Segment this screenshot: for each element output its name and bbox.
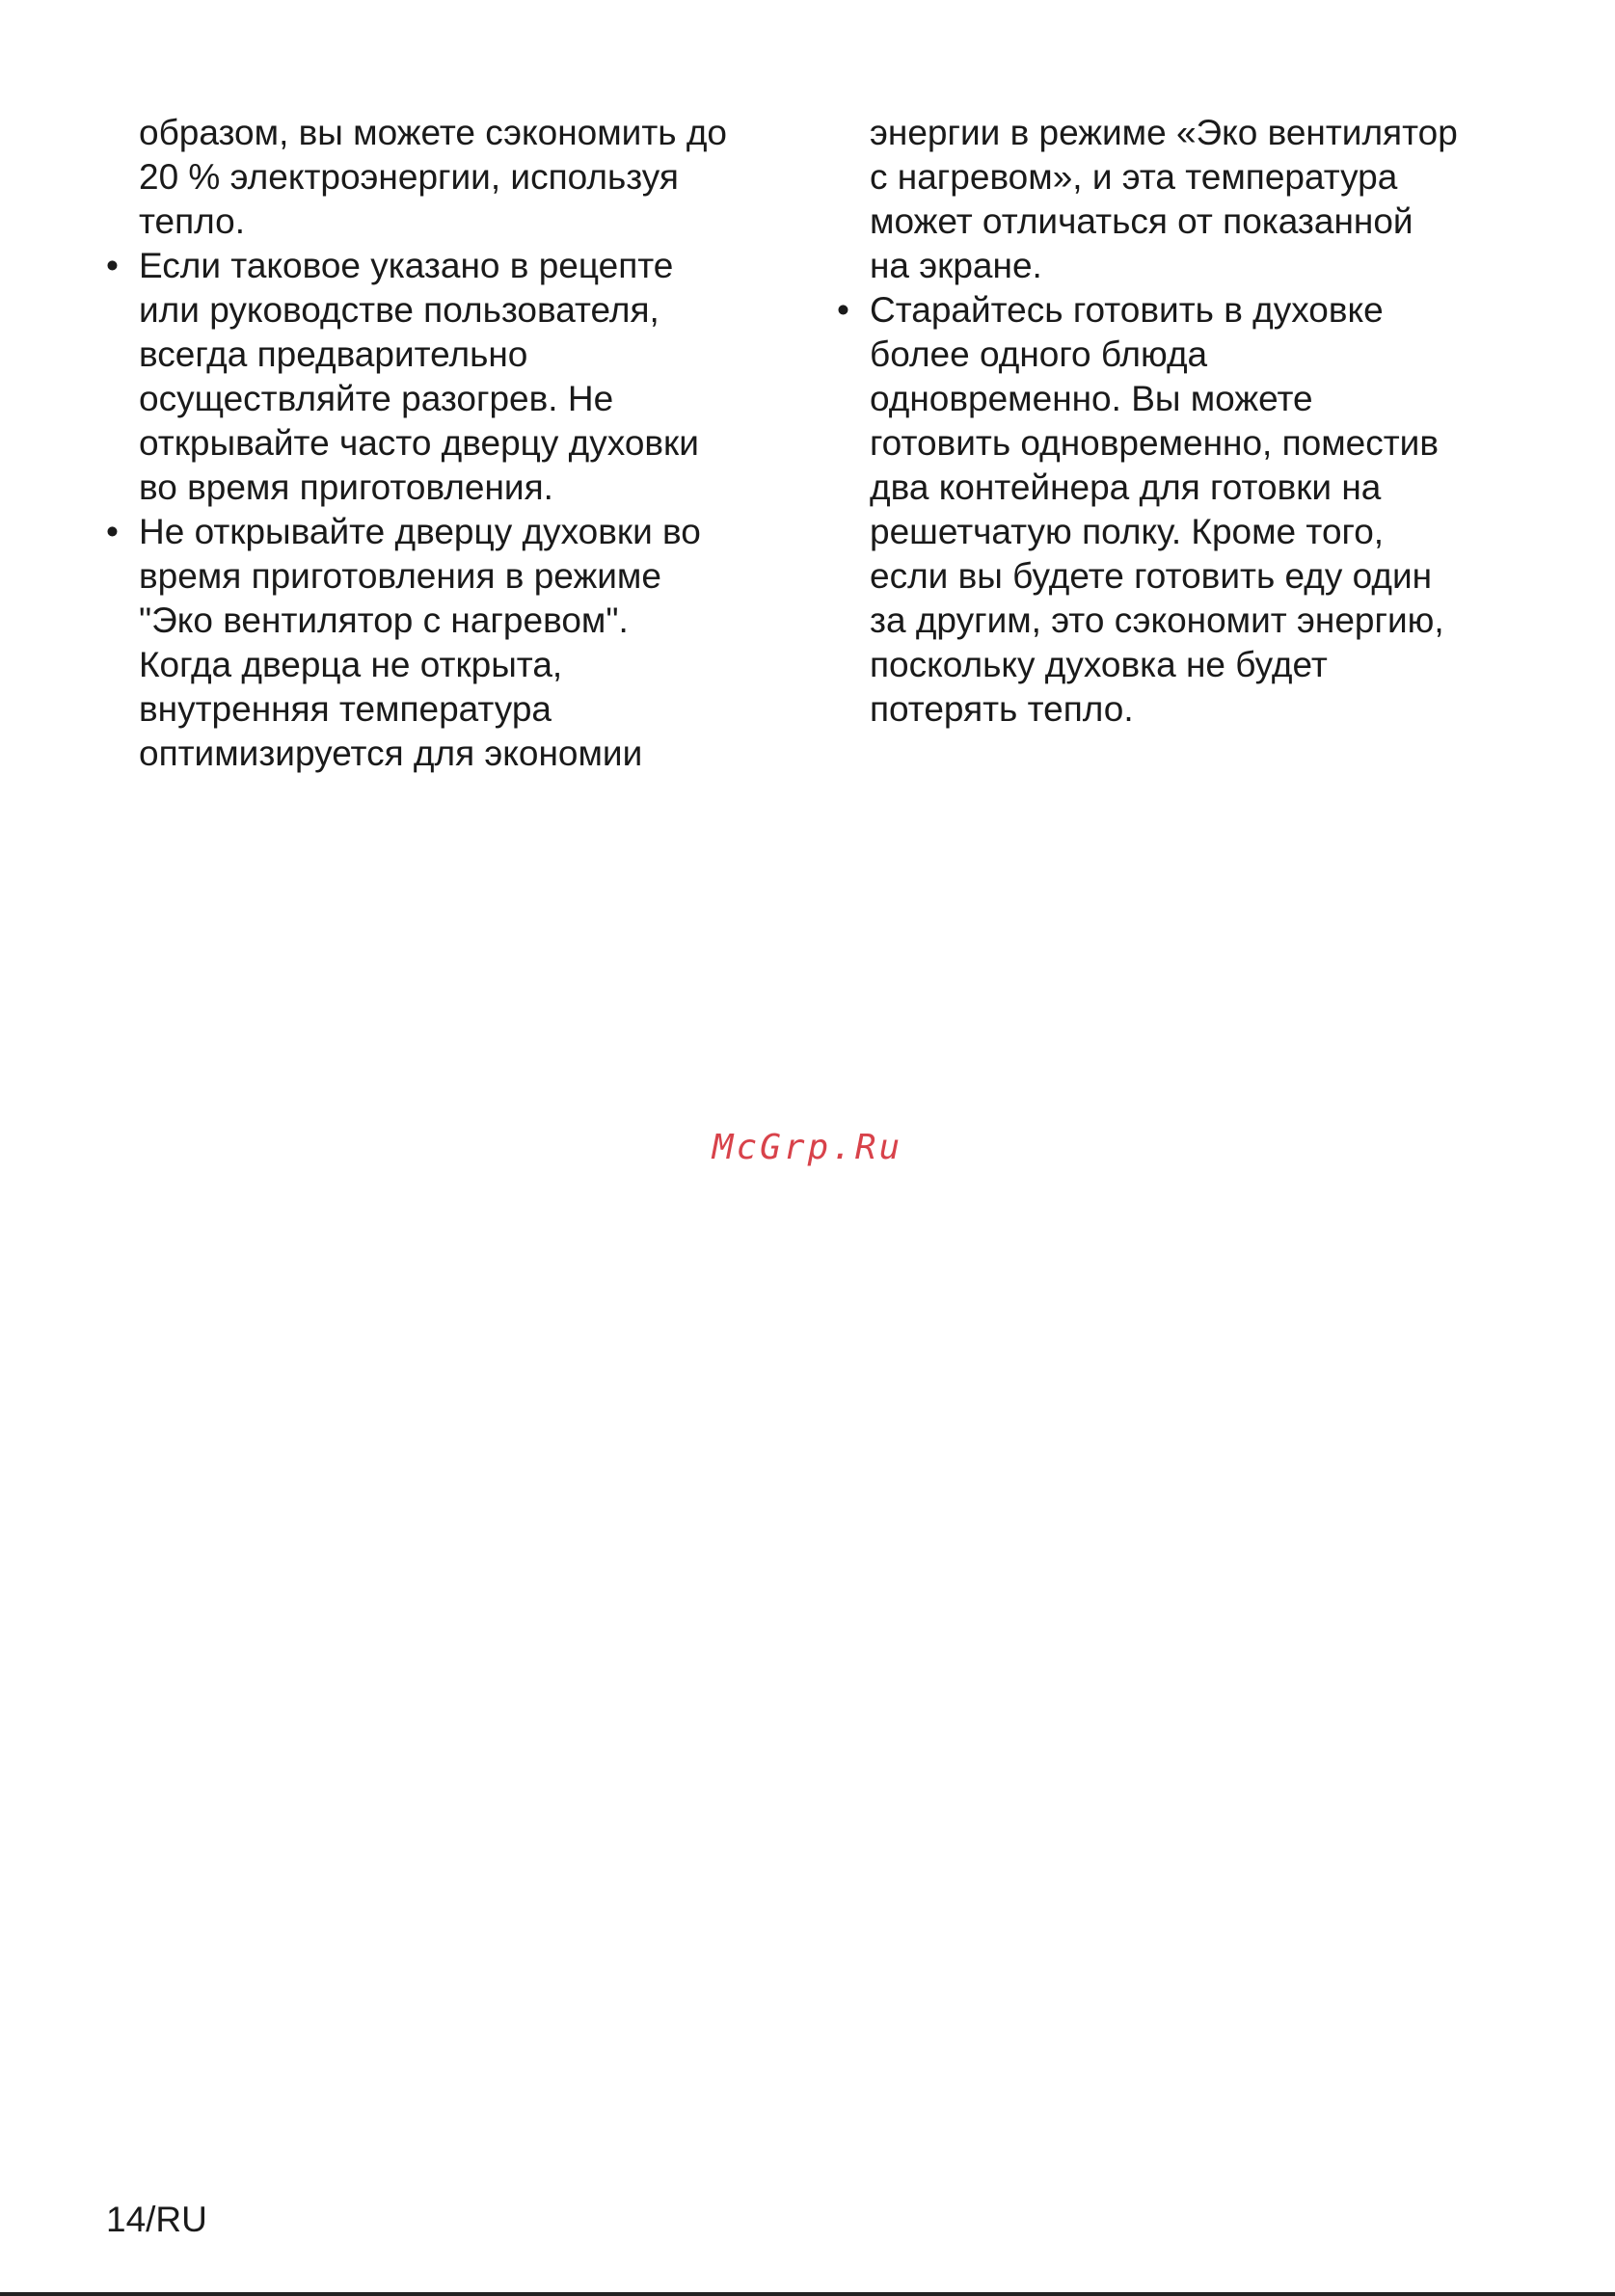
text-line: "Эко вентилятор с нагревом".	[139, 601, 629, 640]
text-line: всегда предварительно	[139, 334, 528, 374]
text-line: Не открывайте дверцу духовки во	[139, 512, 701, 551]
text-line: время приготовления в режиме	[139, 556, 661, 596]
text-line: за другим, это сэкономит энергию,	[870, 601, 1444, 640]
text-line: Если таковое указано в рецепте	[139, 246, 674, 285]
left-column	[106, 111, 820, 776]
text-line: энергии в режиме «Эко вентилятор	[870, 113, 1458, 152]
text-line: образом, вы можете сэкономить до	[139, 113, 728, 152]
bullet-icon: •	[106, 246, 119, 285]
text-line: Старайтесь готовить в духовке	[870, 290, 1384, 330]
text-line: осуществляйте разогрев. Не	[139, 379, 614, 418]
text-line: с нагревом», и эта температура	[870, 157, 1398, 197]
text-line: во время приготовления.	[139, 467, 553, 507]
text-line: оптимизируется для экономии	[139, 734, 643, 773]
text-line: поскольку духовка не будет	[870, 645, 1328, 684]
text-line: готовить одновременно, поместив	[870, 423, 1439, 463]
text-line: более одного блюда	[870, 334, 1208, 374]
text-line: Когда дверца не открыта,	[139, 645, 563, 684]
text-line: 20 % электроэнергии, используя	[139, 157, 679, 197]
text-line: открывайте часто дверцу духовки	[139, 423, 699, 463]
bullet-item-multiple-dishes	[837, 288, 1531, 732]
page-number: 14/RU	[106, 2200, 207, 2239]
text-line: или руководстве пользователя,	[139, 290, 659, 330]
text-line: может отличаться от показанной	[870, 201, 1413, 241]
bullet-item-eco-fan	[106, 510, 820, 776]
text-line: одновременно. Вы можете	[870, 379, 1313, 418]
text-line: на экране.	[870, 246, 1042, 285]
text-line: внутренняя температура	[139, 689, 552, 729]
left-continuation-paragraph	[106, 111, 820, 244]
right-column	[837, 111, 1531, 732]
text-line: потерять тепло.	[870, 689, 1134, 729]
text-line: тепло.	[139, 201, 246, 241]
right-continuation-paragraph	[837, 111, 1531, 288]
text-line: если вы будете готовить еду один	[870, 556, 1433, 596]
text-line: решетчатую полку. Кроме того,	[870, 512, 1385, 551]
bullet-icon: •	[106, 512, 119, 551]
bullet-item-preheat	[106, 244, 820, 510]
text-line: два контейнера для готовки на	[870, 467, 1382, 507]
bullet-icon: •	[837, 290, 849, 330]
watermark: McGrp.Ru	[712, 1128, 903, 1167]
bottom-divider	[0, 2292, 1615, 2296]
